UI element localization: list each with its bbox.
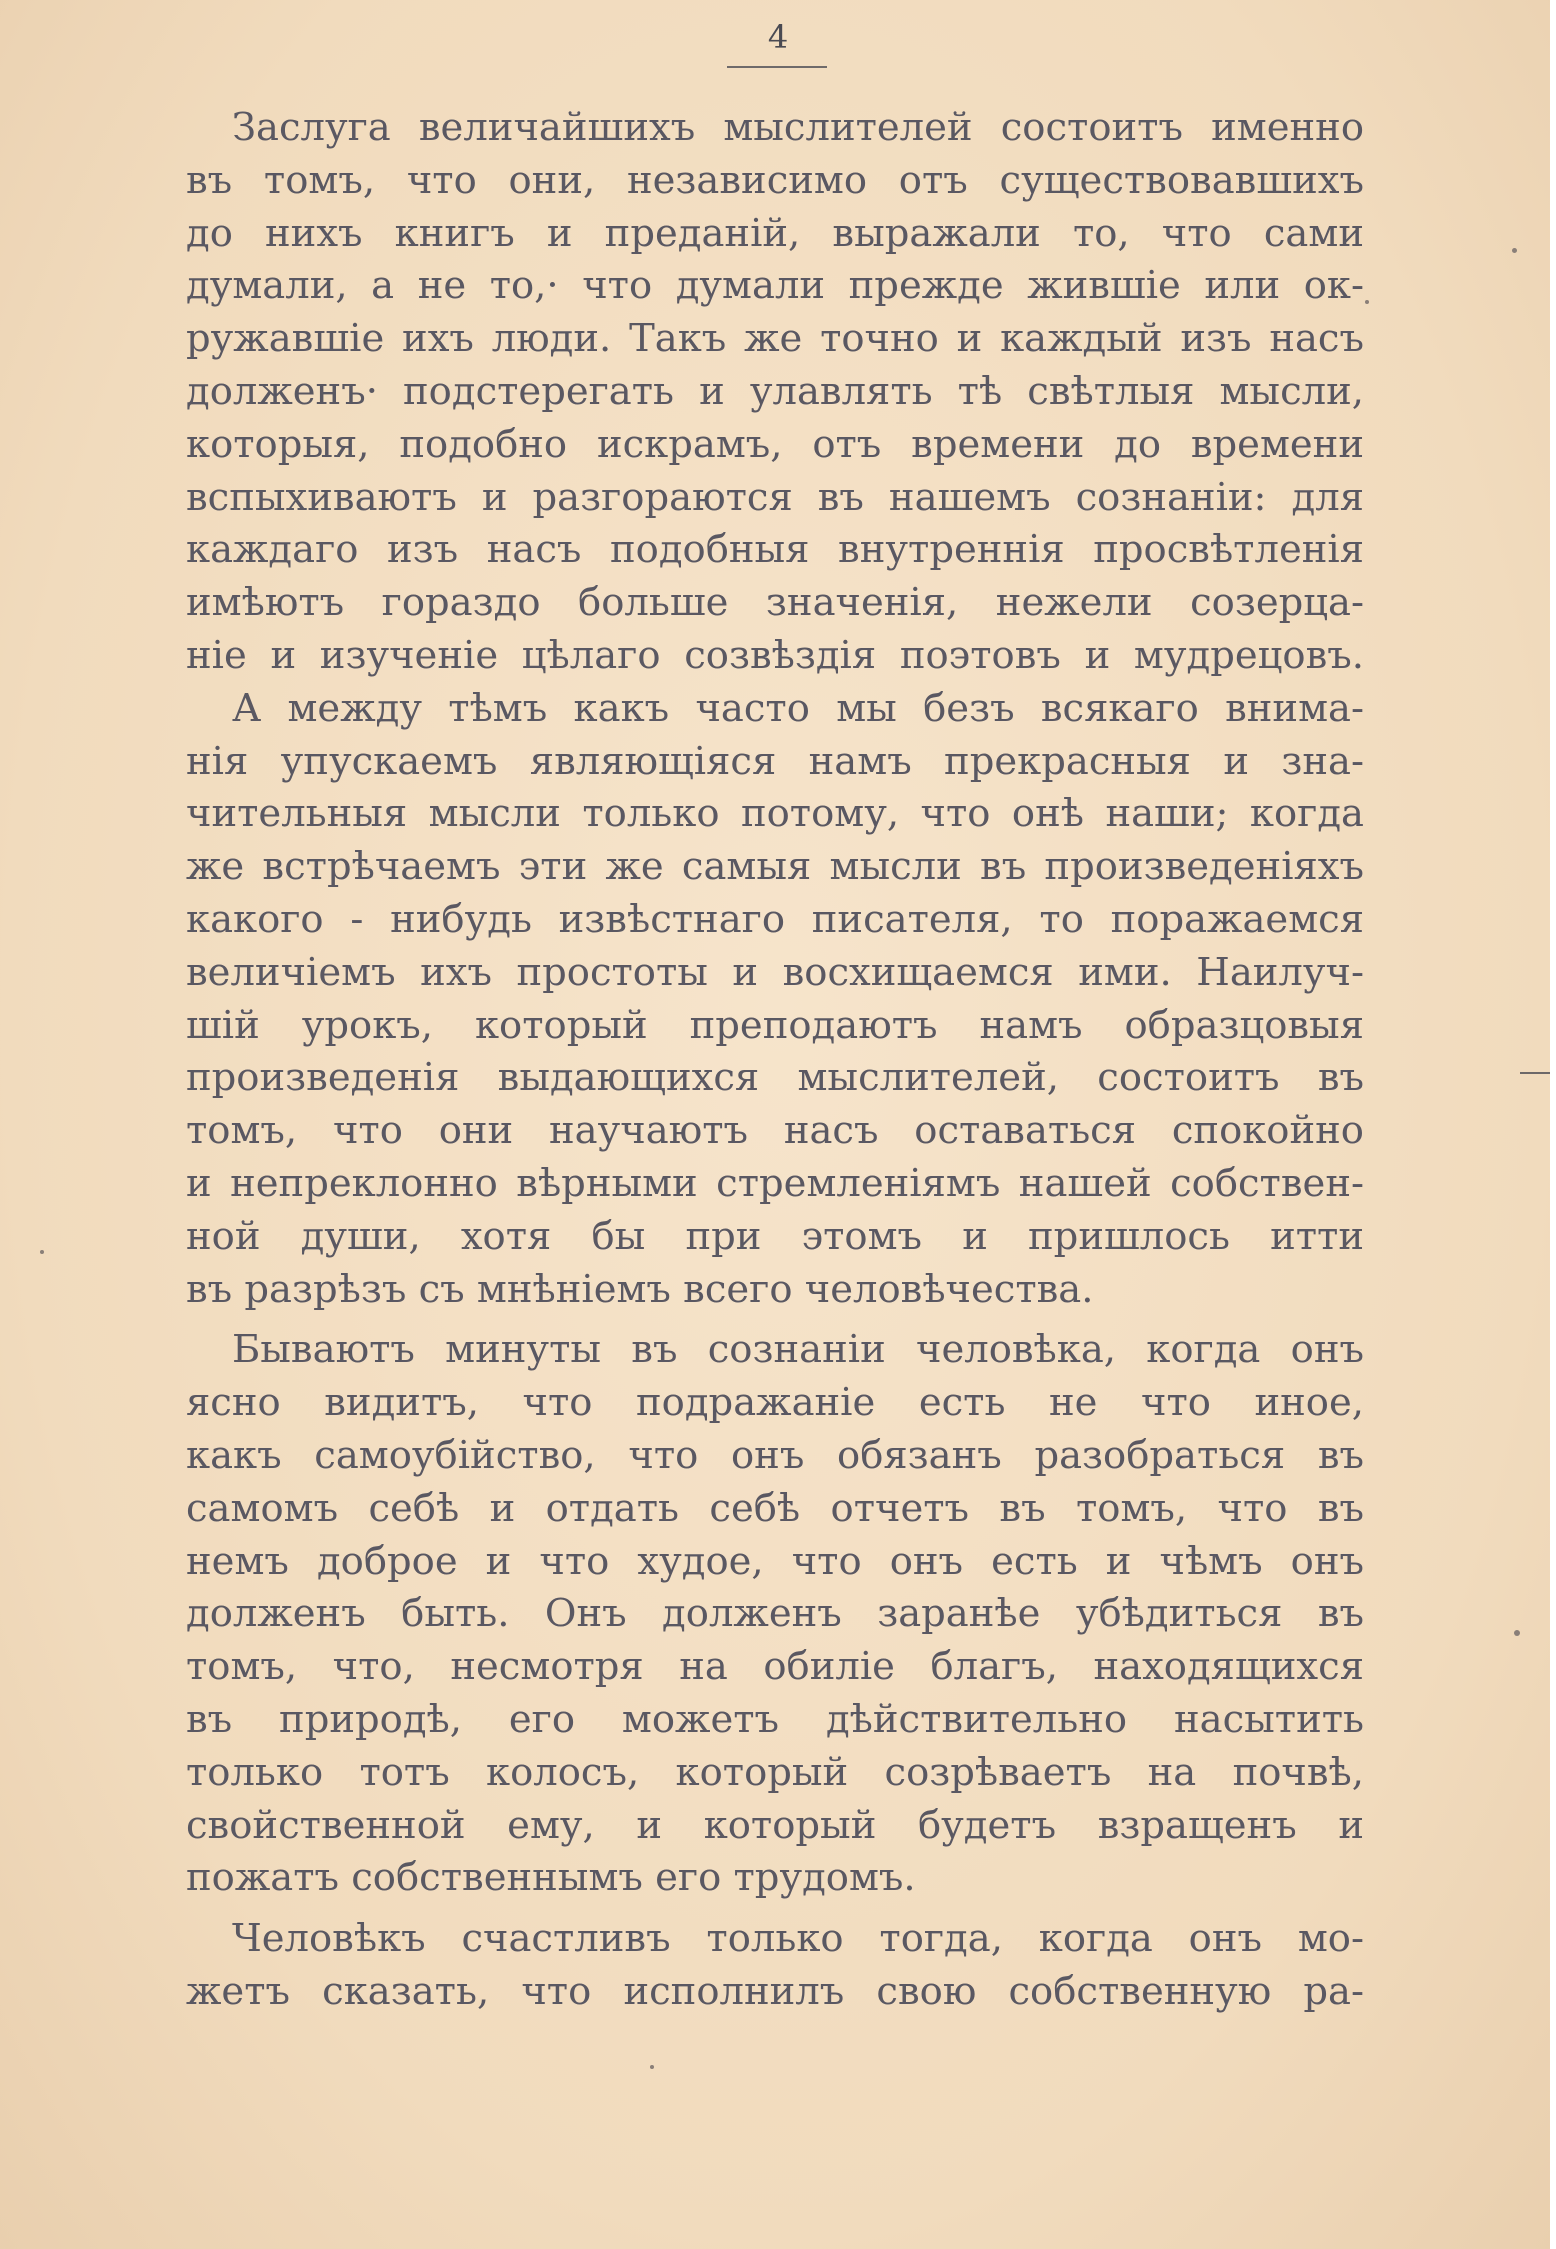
text-line: въ природѣ, его можетъ дѣйствительно насытить bbox=[186, 1696, 1364, 1742]
text-line: чительныя мысли только потому, что онѣ наши; когда bbox=[186, 791, 1364, 837]
margin-mark bbox=[1520, 1072, 1550, 1074]
print-speck bbox=[650, 2065, 654, 2069]
text-line: долженъ быть. Онъ долженъ заранѣе убѣдиться въ bbox=[186, 1591, 1364, 1637]
text-line: шій урокъ, который преподаютъ намъ образцовыя bbox=[186, 1002, 1364, 1048]
text-line: же встрѣчаемъ эти же самыя мысли въ произведеніяхъ bbox=[186, 844, 1364, 890]
page-number-rule bbox=[727, 66, 827, 68]
text-line: Бываютъ минуты въ сознаніи человѣка, когда онъ bbox=[232, 1327, 1364, 1373]
text-line: пожатъ собственнымъ его трудомъ. bbox=[186, 1855, 916, 1901]
paragraph-3 bbox=[186, 1324, 1364, 1905]
text-line: немъ доброе и что худое, что онъ есть и чѣмъ онъ bbox=[186, 1538, 1364, 1584]
print-speck bbox=[1365, 300, 1369, 304]
text-line: въ разрѣзъ съ мнѣніемъ всего человѣчества. bbox=[186, 1266, 1094, 1312]
text-line: ной души, хотя бы при этомъ и пришлось итти bbox=[186, 1213, 1364, 1259]
text-line: только тотъ колосъ, который созрѣваетъ на почвѣ, bbox=[186, 1749, 1364, 1795]
text-line: самомъ себѣ и отдать себѣ отчетъ въ томъ, что въ bbox=[186, 1485, 1364, 1531]
text-line: Заслуга величайшихъ мыслителей состоитъ именно bbox=[232, 105, 1364, 150]
text-line: каждаго изъ насъ подобныя внутреннія просвѣтленія bbox=[186, 527, 1364, 573]
text-line: свойственной ему, и который будетъ взращенъ и bbox=[186, 1802, 1364, 1848]
text-line: А между тѣмъ какъ часто мы безъ всякаго внима- bbox=[232, 685, 1364, 731]
text-line: имѣютъ гораздо больше значенія, нежели созерца- bbox=[186, 580, 1364, 626]
text-line: до нихъ книгъ и преданій, выражали то, что сами bbox=[186, 210, 1364, 256]
text-line: произведенія выдающихся мыслителей, состоитъ въ bbox=[186, 1055, 1364, 1101]
paragraph-2 bbox=[186, 683, 1364, 1317]
text-line: нія упускаемъ являющіяся намъ прекрасныя и зна- bbox=[186, 738, 1364, 784]
page-edge bbox=[1550, 0, 1556, 2249]
text-line: величіемъ ихъ простоты и восхищаемся ими. Наилуч- bbox=[186, 949, 1364, 995]
text-line: и непреклонно вѣрными стремленіямъ нашей собствен- bbox=[186, 1160, 1364, 1206]
text-line: какъ самоубійство, что онъ обязанъ разобраться въ bbox=[186, 1432, 1364, 1478]
text-line: какого - нибудь извѣстнаго писателя, то поражаемся bbox=[186, 896, 1364, 942]
text-line: томъ, что они научаютъ насъ оставаться спокойно bbox=[186, 1108, 1364, 1154]
print-speck bbox=[1512, 248, 1517, 253]
text-line: томъ, что, несмотря на обиліе благъ, находящихся bbox=[186, 1644, 1364, 1690]
text-line: ніе и изученіе цѣлаго созвѣздія поэтовъ и мудрецовъ. bbox=[186, 632, 1364, 678]
text-line: вспыхиваютъ и разгораются въ нашемъ сознаніи: для bbox=[186, 474, 1364, 520]
text-line: Человѣкъ счастливъ только тогда, когда онъ мо- bbox=[232, 1916, 1364, 1962]
print-speck bbox=[40, 1250, 44, 1254]
page-number: 4 bbox=[767, 18, 789, 56]
text-line: жетъ сказать, что исполнилъ свою собственную ра- bbox=[186, 1968, 1364, 2014]
body-text bbox=[186, 102, 1364, 2019]
text-line: ясно видитъ, что подражаніе есть не что иное, bbox=[186, 1380, 1364, 1426]
text-line: въ томъ, что они, независимо отъ существовавшихъ bbox=[186, 157, 1364, 203]
text-line: думали, а не то,· что думали прежде жившіе или ок- bbox=[186, 263, 1364, 309]
text-line: которыя, подобно искрамъ, отъ времени до времени bbox=[186, 421, 1364, 467]
paragraph-1 bbox=[186, 102, 1364, 683]
text-line: долженъ· подстерегать и улавлять тѣ свѣтлыя мысли, bbox=[186, 368, 1364, 414]
print-speck bbox=[1514, 1630, 1520, 1636]
text-line: ружавшіе ихъ люди. Такъ же точно и каждый изъ насъ bbox=[186, 316, 1364, 362]
paragraph-4 bbox=[186, 1913, 1364, 2019]
